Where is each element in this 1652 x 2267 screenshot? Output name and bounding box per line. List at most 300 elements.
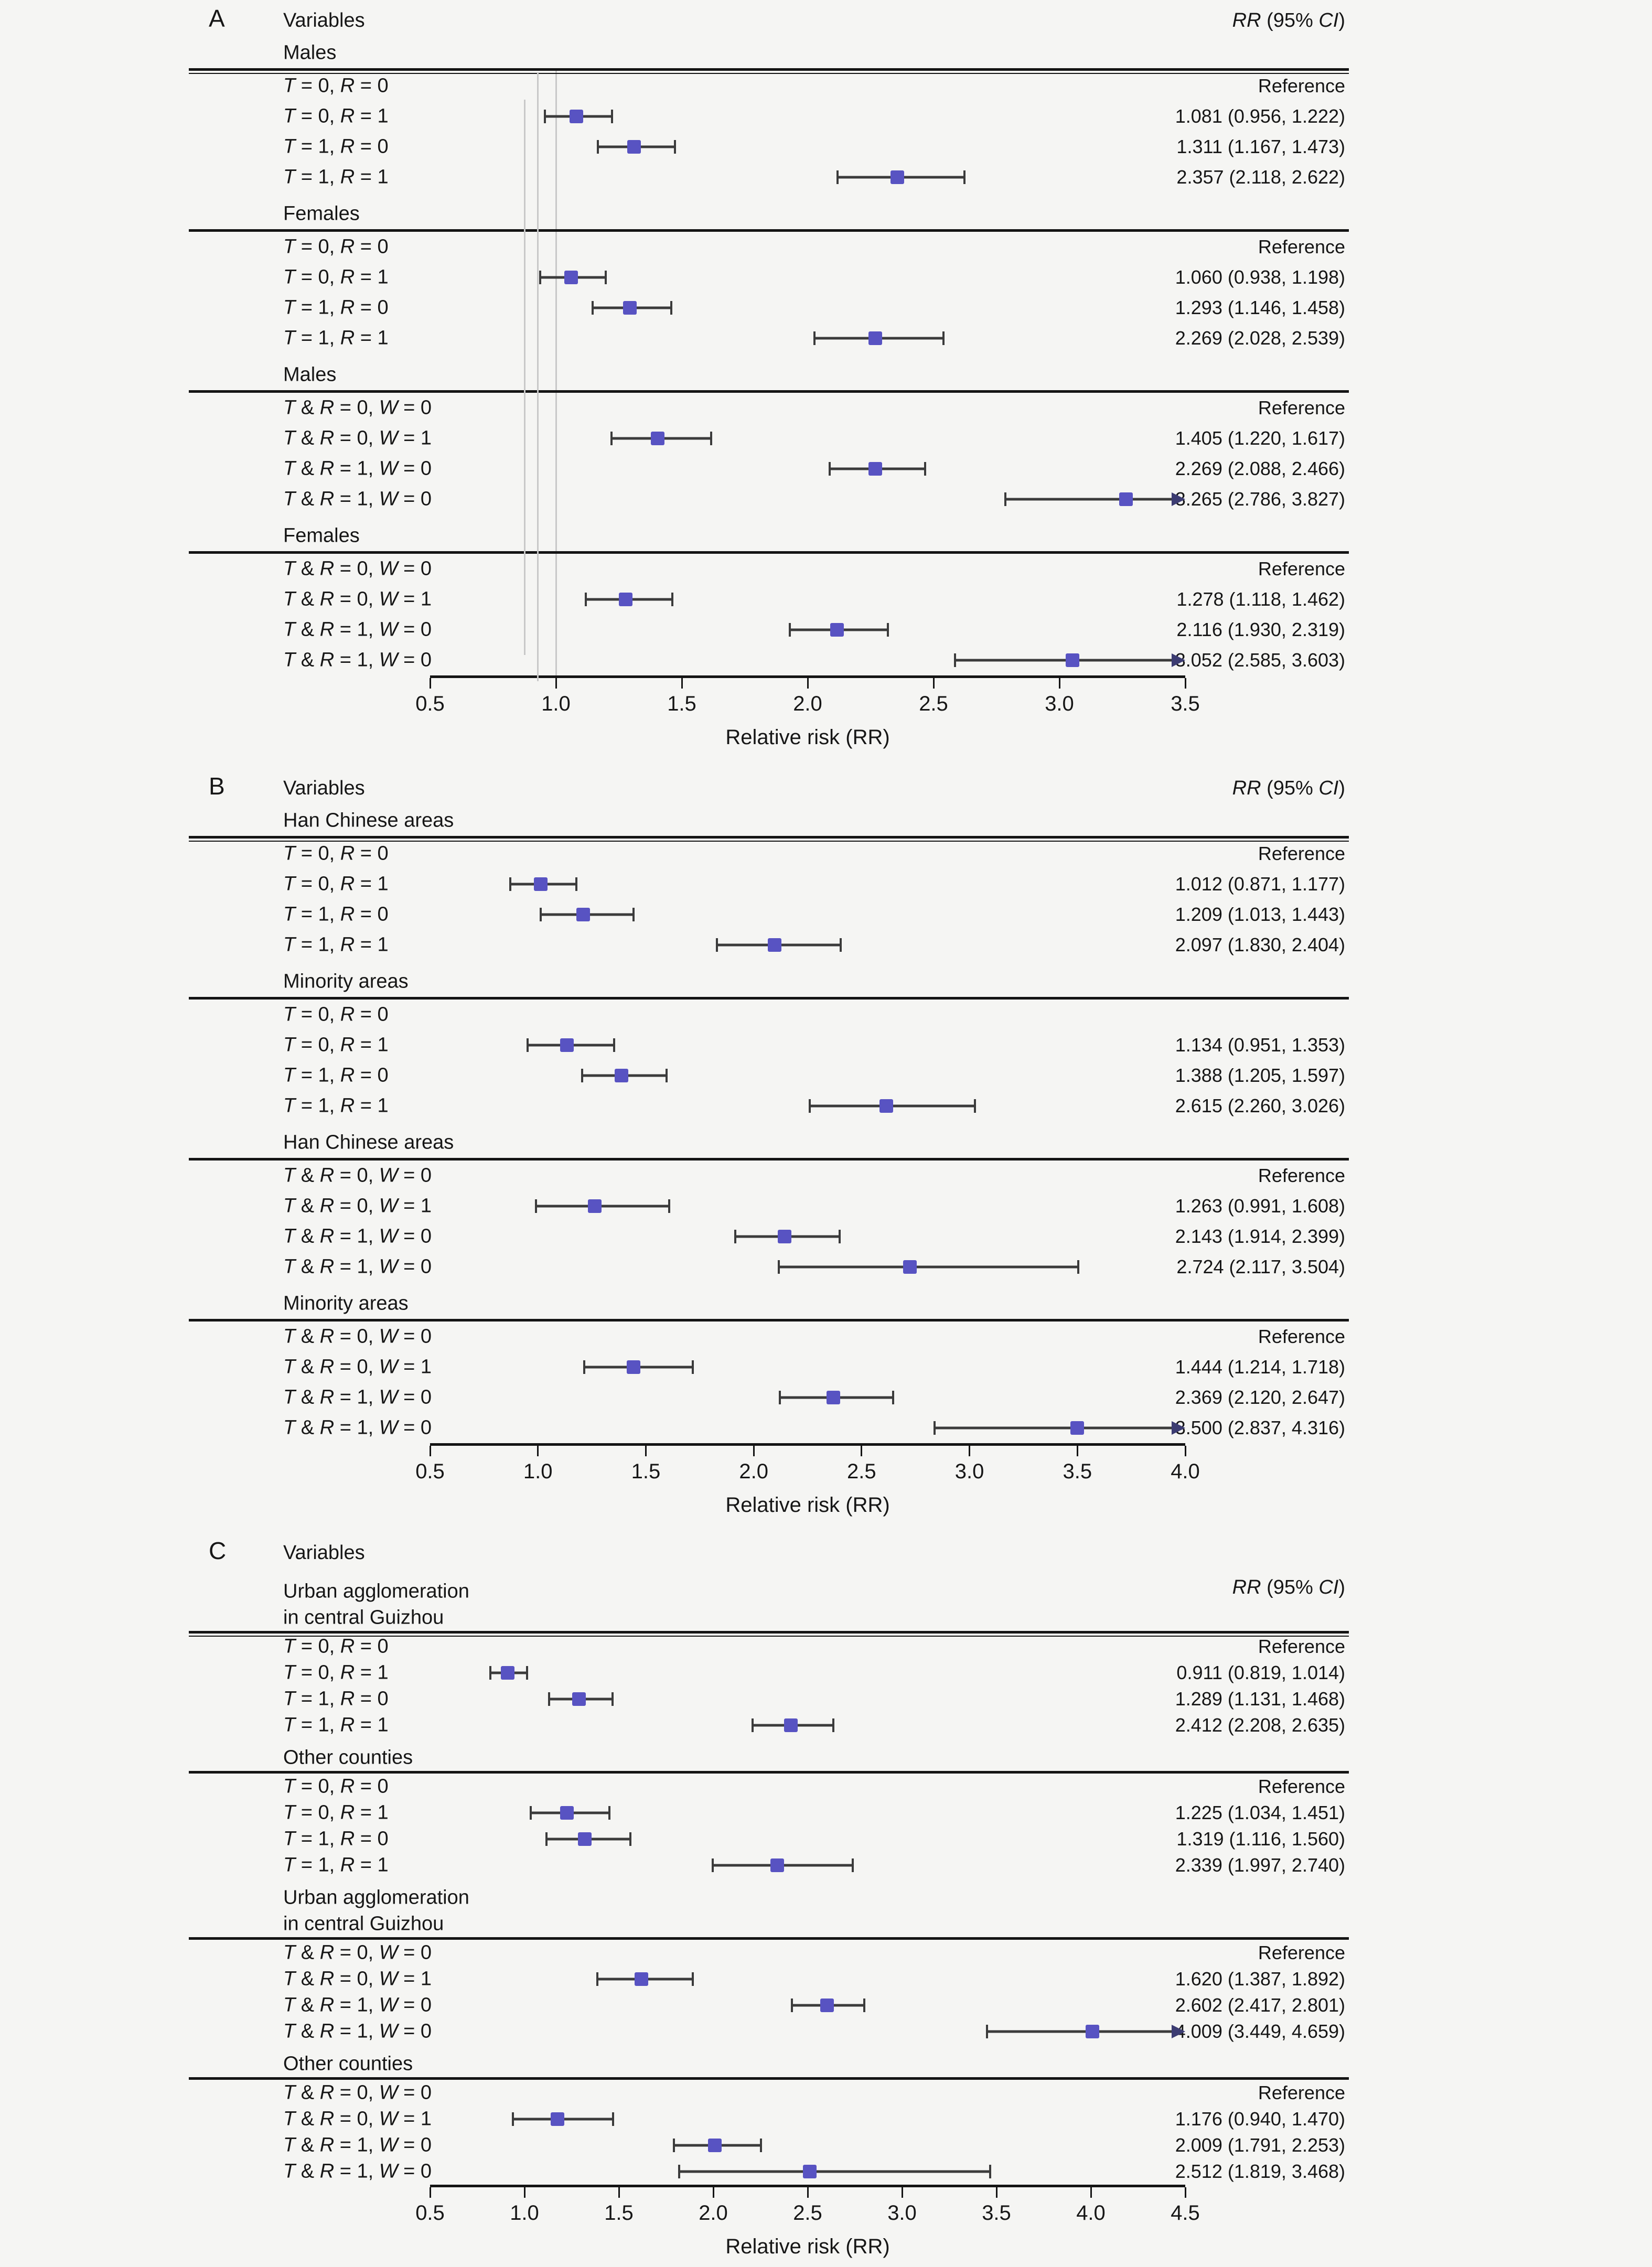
row-label: T & R = 1, W = 0 <box>283 2020 432 2043</box>
row-label: T = 1, R = 0 <box>283 1828 389 1850</box>
ci-cap-left <box>509 877 511 891</box>
row-label: T & R = 1, W = 0 <box>283 1255 432 1278</box>
group-header <box>0 1911 1652 1937</box>
forest-row <box>0 1992 1652 2018</box>
axis-tick <box>1185 2187 1186 2198</box>
forest-row <box>0 554 1652 584</box>
ci-cap-left <box>789 623 791 637</box>
ci-cap-left <box>512 2112 514 2126</box>
ci-cap-right <box>832 1718 834 1732</box>
axis-tick-label: 3.0 <box>887 2201 917 2225</box>
ci-cap-left <box>836 170 839 184</box>
forest-row <box>0 1634 1652 1660</box>
ci-cap-right <box>668 1199 670 1213</box>
ci-cap-left <box>548 1692 550 1706</box>
header-spacer <box>0 1566 1652 1578</box>
ci-cap-left <box>986 2025 988 2038</box>
forest-row <box>0 1966 1652 1992</box>
x-axis-title: Relative risk (RR) <box>725 1494 890 1517</box>
row-label: T = 0, R = 0 <box>283 74 389 97</box>
forest-row <box>0 262 1652 293</box>
forest-row <box>0 1852 1652 1878</box>
row-value: 2.009 (1.791, 2.253) <box>1175 2134 1345 2156</box>
row-value: Reference <box>1258 1165 1345 1186</box>
group-header-label: Females <box>283 524 360 547</box>
point-estimate-marker <box>868 462 882 476</box>
ci-cap-right <box>575 877 577 891</box>
group-header <box>0 805 1652 836</box>
point-estimate-marker <box>534 877 548 891</box>
ci-cap-left <box>829 462 831 476</box>
point-estimate-marker <box>830 623 844 637</box>
ci-bar <box>955 659 1172 662</box>
row-label: T & R = 0, W = 1 <box>283 427 432 449</box>
axis-tick-label: 1.0 <box>541 692 571 715</box>
axis-tick <box>969 1446 970 1456</box>
row-value: 1.388 (1.205, 1.597) <box>1175 1065 1345 1086</box>
row-label: T & R = 0, W = 0 <box>283 2081 432 2104</box>
group-header-label: Han Chinese areas <box>283 1131 454 1154</box>
axis-tick <box>996 2187 997 2198</box>
reference-line <box>524 100 525 655</box>
ci-cap-right <box>963 170 966 184</box>
group-header-label: Minority areas <box>283 1292 409 1315</box>
row-label: T = 0, R = 1 <box>283 1801 389 1824</box>
forest-row <box>0 132 1652 162</box>
row-label: T & R = 0, W = 0 <box>283 1325 432 1348</box>
row-label: T = 1, R = 0 <box>283 296 389 319</box>
ci-arrow <box>1172 2025 1185 2038</box>
axis-tick-label: 1.5 <box>631 1460 661 1483</box>
row-label: T & R = 1, W = 0 <box>283 2160 432 2183</box>
group-header-label: Females <box>283 202 360 225</box>
row-value: 1.319 (1.116, 1.560) <box>1176 1828 1345 1850</box>
ci-arrow <box>1172 1421 1185 1435</box>
point-estimate-marker <box>576 908 590 921</box>
ci-cap-left <box>585 593 587 606</box>
row-label: T & R = 0, W = 1 <box>283 588 432 610</box>
ci-cap-right <box>989 2165 991 2178</box>
axis-tick <box>807 678 809 689</box>
row-value: 1.176 (0.940, 1.470) <box>1175 2108 1345 2130</box>
panel-header <box>0 7 1652 38</box>
ci-cap-left <box>527 1038 529 1052</box>
row-label: T = 0, R = 1 <box>283 1661 389 1684</box>
panel-A <box>0 0 1652 764</box>
point-estimate-marker <box>868 331 882 345</box>
point-estimate-marker <box>635 1972 648 1986</box>
row-label: T = 1, R = 0 <box>283 135 389 158</box>
axis-tick-label: 4.0 <box>1076 2201 1106 2225</box>
point-estimate-marker <box>784 1718 798 1732</box>
point-estimate-marker <box>651 432 664 445</box>
row-value: 1.311 (1.167, 1.473) <box>1176 136 1345 157</box>
ci-cap-right <box>613 1038 615 1052</box>
ci-cap-right <box>671 593 673 606</box>
ci-cap-left <box>734 1230 736 1243</box>
group-header-label: Other counties <box>283 2053 413 2075</box>
row-value: 1.081 (0.956, 1.222) <box>1175 105 1345 127</box>
ci-cap-left <box>954 653 956 667</box>
ci-cap-right <box>1077 1260 1079 1274</box>
row-label: T & R = 0, W = 0 <box>283 396 432 419</box>
point-estimate-marker <box>501 1666 514 1680</box>
row-label: T = 1, R = 0 <box>283 1688 389 1710</box>
point-estimate-marker <box>879 1099 893 1113</box>
axis-tick <box>645 1446 647 1456</box>
ci-cap-left <box>712 1858 714 1872</box>
row-value: 3.500 (2.837, 4.316) <box>1175 1417 1345 1438</box>
ci-cap-left <box>678 2165 680 2178</box>
row-label: T = 0, R = 0 <box>283 235 389 258</box>
axis-tick-label: 2.5 <box>793 2201 822 2225</box>
row-label: T = 1, R = 1 <box>283 166 389 188</box>
row-label: T & R = 1, W = 0 <box>283 488 432 510</box>
ci-cap-left <box>778 1260 780 1274</box>
ci-bar <box>779 1266 1078 1269</box>
ci-cap-left <box>539 271 541 284</box>
group-header-label: Han Chinese areas <box>283 809 454 832</box>
row-value: 1.012 (0.871, 1.177) <box>1175 873 1345 895</box>
row-label: T & R = 1, W = 0 <box>283 1994 432 2016</box>
ci-cap-right <box>670 301 672 315</box>
point-estimate-marker <box>560 1038 574 1052</box>
axis-tick <box>713 2187 714 2198</box>
axis-tick <box>1185 1446 1186 1456</box>
group-header-label: Minority areas <box>283 970 409 993</box>
row-value: 1.620 (1.387, 1.892) <box>1175 1968 1345 1990</box>
ci-cap-right <box>526 1666 528 1680</box>
ci-cap-left <box>779 1391 781 1404</box>
ci-cap-left <box>673 2139 675 2152</box>
axis-tick-label: 1.5 <box>604 2201 634 2225</box>
row-value: 2.339 (1.997, 2.740) <box>1175 1854 1345 1876</box>
forest-row <box>0 930 1652 960</box>
point-estimate-marker <box>768 938 781 952</box>
row-value: 2.369 (2.120, 2.647) <box>1175 1387 1345 1408</box>
ci-bar <box>987 2030 1172 2033</box>
row-value: 2.097 (1.830, 2.404) <box>1175 934 1345 955</box>
point-estimate-marker <box>820 1999 834 2012</box>
axis-tick <box>861 1446 862 1456</box>
row-value: 2.615 (2.260, 3.026) <box>1175 1095 1345 1116</box>
row-label: T = 1, R = 1 <box>283 933 389 956</box>
panel-letter: A <box>209 5 225 32</box>
row-label: T & R = 0, W = 0 <box>283 557 432 580</box>
row-label: T & R = 1, W = 0 <box>283 649 432 671</box>
forest-row <box>0 839 1652 869</box>
row-value: 1.405 (1.220, 1.617) <box>1175 427 1345 449</box>
group-header <box>0 2051 1652 2077</box>
point-estimate-marker <box>627 1360 640 1374</box>
row-value: 2.412 (2.208, 2.635) <box>1175 1714 1345 1736</box>
forest-row <box>0 1382 1652 1413</box>
row-label: T = 1, R = 0 <box>283 903 389 926</box>
ci-cap-right <box>612 2112 614 2126</box>
x-axis-line <box>430 1443 1185 1446</box>
row-value: Reference <box>1258 843 1345 864</box>
point-estimate-marker <box>560 1806 574 1820</box>
axis-tick <box>430 678 431 689</box>
row-value: Reference <box>1258 75 1345 96</box>
row-label: T = 1, R = 0 <box>283 1064 389 1087</box>
column-header-rr: RR (95% CI) <box>1232 9 1345 31</box>
axis-tick-label: 1.0 <box>510 2201 539 2225</box>
ci-cap-left <box>592 301 594 315</box>
group-header <box>0 199 1652 229</box>
row-label: T & R = 1, W = 0 <box>283 1386 432 1409</box>
group-header <box>0 1578 1652 1605</box>
ci-cap-left <box>791 1999 793 2012</box>
group-header <box>0 360 1652 390</box>
point-estimate-marker <box>551 2112 564 2126</box>
forest-row <box>0 2158 1652 2185</box>
row-label: T & R = 1, W = 0 <box>283 618 432 641</box>
row-value: 1.134 (0.951, 1.353) <box>1175 1034 1345 1056</box>
ci-cap-left <box>583 1360 585 1374</box>
ci-arrow <box>1172 492 1185 506</box>
row-label: T & R = 0, W = 1 <box>283 2108 432 2130</box>
row-value: 2.269 (2.088, 2.466) <box>1175 458 1345 479</box>
axis-tick <box>430 1446 431 1456</box>
point-estimate-marker <box>903 1260 917 1274</box>
row-value: Reference <box>1258 236 1345 257</box>
axis-tick-label: 1.0 <box>523 1460 553 1483</box>
row-label: T = 1, R = 1 <box>283 327 389 349</box>
ci-cap-left <box>596 1972 598 1986</box>
ci-arrow <box>1172 653 1185 667</box>
column-header-rr: RR (95% CI) <box>1232 777 1345 799</box>
axis-tick <box>753 1446 755 1456</box>
row-label: T & R = 0, W = 1 <box>283 1356 432 1378</box>
axis-tick-label: 1.5 <box>667 692 696 715</box>
forest-row <box>0 1352 1652 1382</box>
group-header-label: Males <box>283 41 337 64</box>
point-estimate-marker <box>803 2165 817 2178</box>
ci-cap-right <box>863 1999 865 2012</box>
ci-cap-right <box>840 938 842 952</box>
ci-cap-left <box>540 908 542 921</box>
row-value: 2.143 (1.914, 2.399) <box>1175 1226 1345 1247</box>
forest-row <box>0 2080 1652 2106</box>
axis-tick-label: 2.0 <box>699 2201 728 2225</box>
point-estimate-marker <box>827 1391 840 1404</box>
forest-row <box>0 615 1652 645</box>
forest-row <box>0 423 1652 454</box>
axis-tick <box>933 678 935 689</box>
row-label: T = 0, R = 0 <box>283 1635 389 1658</box>
row-value: 1.278 (1.118, 1.462) <box>1176 588 1345 610</box>
forest-row <box>0 1091 1652 1121</box>
point-estimate-marker <box>708 2139 722 2152</box>
point-estimate-marker <box>891 170 904 184</box>
ci-cap-left <box>544 110 546 123</box>
ci-cap-left <box>1004 492 1006 506</box>
row-label: T & R = 0, W = 0 <box>283 1164 432 1187</box>
panel-C <box>0 1531 1652 2263</box>
row-value: 1.263 (0.991, 1.608) <box>1175 1195 1345 1217</box>
forest-row <box>0 2106 1652 2132</box>
forest-row <box>0 162 1652 192</box>
forest-row <box>0 584 1652 615</box>
axis-tick <box>555 678 557 689</box>
group-header-label: in central Guizhou <box>283 1606 444 1629</box>
row-label: T & R = 0, W = 1 <box>283 1195 432 1217</box>
ci-cap-right <box>892 1391 894 1404</box>
column-header-variables: Variables <box>283 1542 365 1564</box>
point-estimate-marker <box>588 1199 602 1213</box>
row-label: T = 0, R = 1 <box>283 266 389 288</box>
row-label: T = 1, R = 1 <box>283 1854 389 1876</box>
forest-row <box>0 484 1652 514</box>
forest-row <box>0 393 1652 423</box>
row-value: 1.225 (1.034, 1.451) <box>1175 1802 1345 1823</box>
ci-cap-left <box>934 1421 936 1435</box>
point-estimate-marker <box>1070 1421 1084 1435</box>
ci-cap-right <box>924 462 926 476</box>
ci-cap-right <box>674 140 676 154</box>
group-header-label: Urban agglomeration <box>283 1886 469 1909</box>
row-value: 2.116 (1.930, 2.319) <box>1176 619 1345 640</box>
group-header <box>0 1127 1652 1158</box>
axis-tick <box>681 678 683 689</box>
ci-cap-right <box>612 1692 614 1706</box>
x-axis-title: Relative risk (RR) <box>725 726 890 749</box>
ci-cap-right <box>852 1858 854 1872</box>
row-label: T = 0, R = 1 <box>283 1034 389 1056</box>
row-value: Reference <box>1258 1326 1345 1347</box>
forest-row <box>0 2018 1652 2045</box>
forest-row <box>0 1252 1652 1282</box>
group-header-label: in central Guizhou <box>283 1913 444 1935</box>
group-header <box>0 38 1652 68</box>
row-label: T & R = 0, W = 1 <box>283 1968 432 1990</box>
ci-cap-left <box>610 432 613 445</box>
ci-cap-right <box>632 908 635 921</box>
forest-row <box>0 1060 1652 1091</box>
forest-row <box>0 71 1652 101</box>
ci-cap-left <box>716 938 718 952</box>
forest-row <box>0 1774 1652 1800</box>
forest-row <box>0 1800 1652 1826</box>
ci-cap-right <box>760 2139 762 2152</box>
forest-row <box>0 1161 1652 1191</box>
forest-row <box>0 293 1652 323</box>
point-estimate-marker <box>572 1692 586 1706</box>
axis-tick-label: 0.5 <box>415 2201 445 2225</box>
forest-row <box>0 869 1652 899</box>
row-value: 2.602 (2.417, 2.801) <box>1175 1994 1345 2016</box>
group-header <box>0 1288 1652 1319</box>
group-header-label: Other counties <box>283 1746 413 1769</box>
row-value: 3.052 (2.585, 3.603) <box>1175 649 1345 671</box>
axis-tick-label: 4.5 <box>1171 2201 1200 2225</box>
forest-row <box>0 1000 1652 1030</box>
forest-row <box>0 899 1652 930</box>
x-axis <box>0 1443 1652 1531</box>
axis-tick <box>618 2187 620 2198</box>
ci-cap-right <box>887 623 889 637</box>
x-axis-title: Relative risk (RR) <box>725 2235 890 2258</box>
axis-tick-label: 3.0 <box>1045 692 1074 715</box>
row-value: 2.724 (2.117, 3.504) <box>1176 1256 1345 1277</box>
row-label: T = 0, R = 0 <box>283 842 389 865</box>
ci-cap-left <box>581 1069 583 1082</box>
axis-tick <box>1185 678 1186 689</box>
forest-row <box>0 1191 1652 1221</box>
forest-row <box>0 1940 1652 1966</box>
forest-row <box>0 1221 1652 1252</box>
row-value: Reference <box>1258 558 1345 579</box>
row-value: Reference <box>1258 1636 1345 1657</box>
ci-cap-left <box>809 1099 811 1113</box>
forest-row <box>0 1686 1652 1712</box>
point-estimate-marker <box>564 271 578 284</box>
point-estimate-marker <box>778 1230 791 1243</box>
ci-cap-right <box>629 1832 631 1846</box>
forest-row <box>0 1413 1652 1443</box>
x-axis <box>0 2185 1652 2263</box>
point-estimate-marker <box>770 1858 784 1872</box>
axis-tick <box>807 2187 809 2198</box>
ci-cap-right <box>692 1360 694 1374</box>
row-value: 4.009 (3.449, 4.659) <box>1175 2021 1345 2042</box>
row-value: Reference <box>1258 1942 1345 1963</box>
ci-bar <box>935 1427 1172 1430</box>
ci-cap-right <box>611 110 613 123</box>
row-label: T = 1, R = 1 <box>283 1094 389 1117</box>
panel-letter: B <box>209 772 225 800</box>
forest-row <box>0 1660 1652 1686</box>
axis-tick-label: 3.0 <box>954 1460 984 1483</box>
row-value: 2.269 (2.028, 2.539) <box>1175 327 1345 349</box>
forest-row <box>0 454 1652 484</box>
axis-tick <box>524 2187 525 2198</box>
forest-row <box>0 1321 1652 1352</box>
row-label: T = 0, R = 1 <box>283 105 389 127</box>
axis-tick <box>537 1446 539 1456</box>
forest-row <box>0 1826 1652 1852</box>
row-value: 1.444 (1.214, 1.718) <box>1175 1356 1345 1378</box>
ci-cap-left <box>813 331 816 345</box>
ci-bar <box>1005 498 1172 501</box>
forest-row <box>0 1030 1652 1060</box>
group-header-label: Urban agglomeration <box>283 1580 469 1603</box>
row-label: T = 0, R = 0 <box>283 1775 389 1798</box>
ci-cap-left <box>489 1666 491 1680</box>
ci-cap-right <box>692 1972 694 1986</box>
axis-tick <box>1059 678 1060 689</box>
row-label: T & R = 1, W = 0 <box>283 457 432 480</box>
forest-row <box>0 645 1652 675</box>
row-value: Reference <box>1258 1776 1345 1797</box>
row-value: Reference <box>1258 397 1345 418</box>
row-label: T & R = 1, W = 0 <box>283 1416 432 1439</box>
axis-tick-label: 3.5 <box>982 2201 1011 2225</box>
forest-row <box>0 323 1652 353</box>
panel-B <box>0 764 1652 1531</box>
row-value: 2.357 (2.118, 2.622) <box>1176 166 1345 188</box>
row-value: 1.060 (0.938, 1.198) <box>1175 266 1345 288</box>
ci-bar <box>536 1205 669 1208</box>
ci-cap-right <box>839 1230 841 1243</box>
axis-tick-label: 3.5 <box>1063 1460 1092 1483</box>
ci-cap-left <box>597 140 599 154</box>
ci-cap-right <box>942 331 945 345</box>
row-label: T & R = 1, W = 0 <box>283 1225 432 1248</box>
row-label: T = 0, R = 0 <box>283 1003 389 1026</box>
axis-tick <box>902 2187 903 2198</box>
